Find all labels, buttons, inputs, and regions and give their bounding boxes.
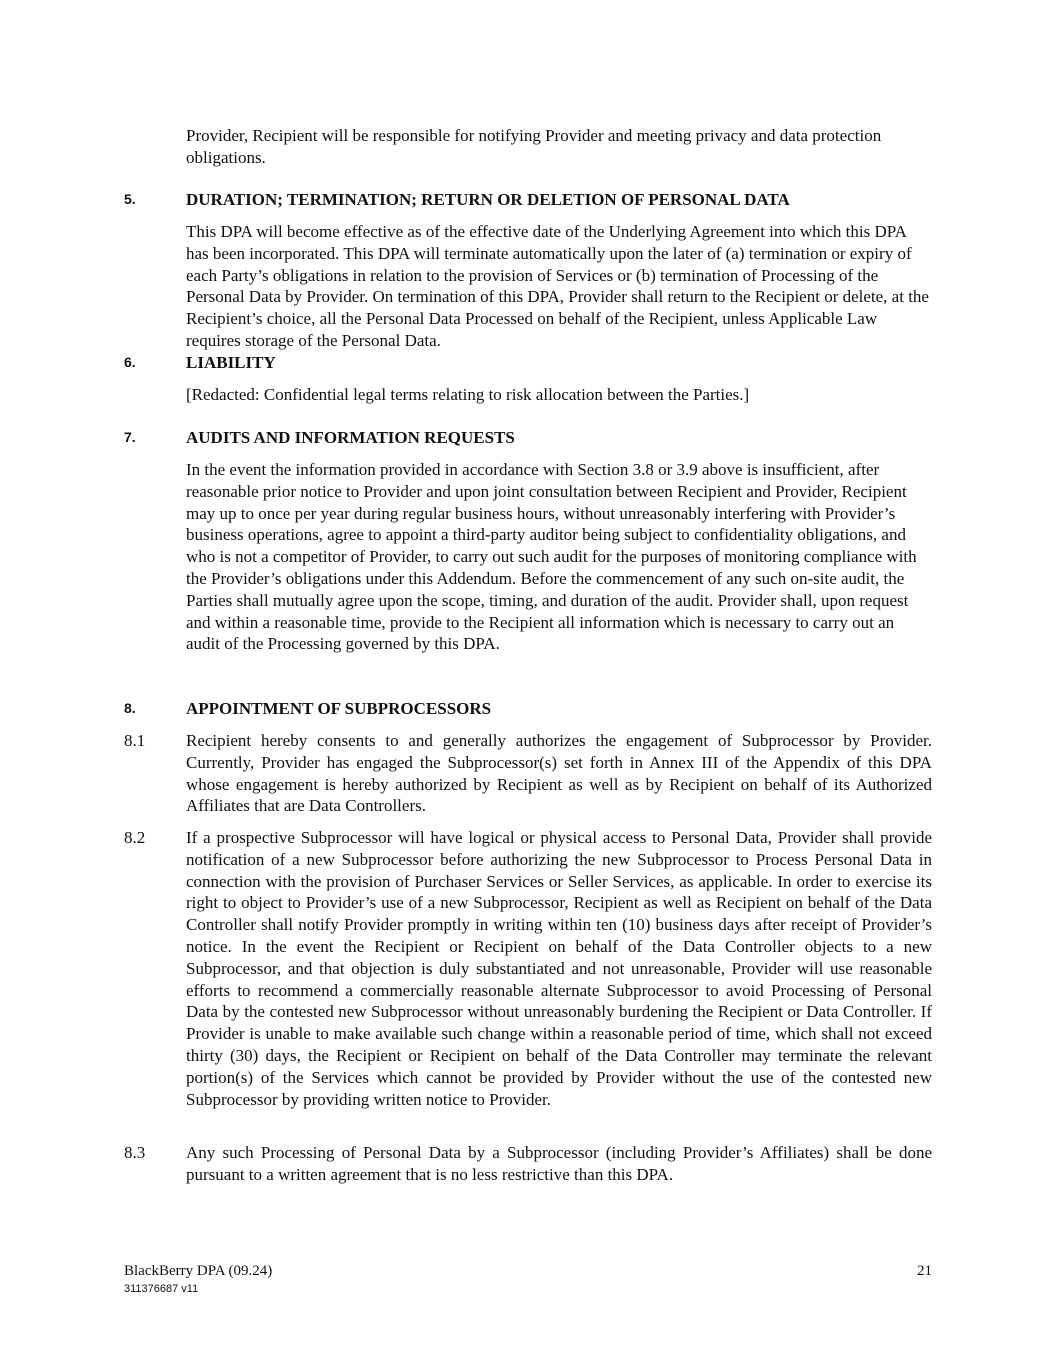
section-7-heading (124, 427, 934, 451)
section-8-number: 8. (124, 700, 136, 716)
clause-8-2-number: 8.2 (124, 828, 146, 847)
footer-page-number: 21 (917, 1263, 932, 1279)
section-5-title: DURATION; TERMINATION; RETURN OR DELETION OF PERSONAL DATA (186, 190, 790, 209)
section-7-title: AUDITS AND INFORMATION REQUESTS (186, 428, 515, 447)
section-7-body: In the event the information provided in accordance with Section 3.8 or 3.9 above is insufficient, after reasonable prior notice to Provider and upon joint consultation between Recipient and Provider, Recipient may up to once per year during regular business hours, without unreasonably interfering with Provider’s business operations, agree to appoint a third-party auditor being subject to confidentiality obligations, and who is not a competitor of Provider, to carry out such audit for the purposes of monitoring compliance with the Provider’s obligations under this Addendum. Before the commencement of any such on-site audit, the Parties shall mutually agree upon the scope, timing, and duration of the audit. Provider shall, upon request and within a reasonable time, provide to the Recipient all information which is necessary to carry out an audit of the Processing governed by this DPA. (186, 460, 917, 654)
section-6-heading (124, 352, 934, 376)
section-5-number: 5. (124, 191, 136, 207)
section-8-title: APPOINTMENT OF SUBPROCESSORS (186, 699, 492, 718)
section-6-number: 6. (124, 354, 136, 370)
section-5-heading (124, 189, 934, 213)
clause-8-2-text: If a prospective Subprocessor will have logical or physical access to Personal Data, Provider shall provide notification of a new Subprocessor before authorizing the new Subprocessor to Process Personal Data in connection with the provision of Purchaser Services or Seller Services, as applicable. In order to exercise its right to object to Provider’s use of a new Subprocessor, Recipient as well as Recipient on behalf of the Data Controller shall notify Provider promptly in writing within ten (10) business days after receipt of Provider’s notice. In the event the Recipient or Recipient on behalf of the Data Controller objects to a new Subprocessor, and that objection is duly substantiated and not unreasonable, Provider will use reasonable efforts to recommend a commercially reasonable alternate Subprocessor to avoid Processing of Personal Data by the contested new Subprocessor without unreasonably burdening the Recipient or Data Controller. If Provider is unable to make available such change within a reasonable period of time, which shall not exceed thirty (30) days, the Recipient or Recipient on behalf of the Data Controller may terminate the relevant portion(s) of the Services which cannot be provided by Provider without the use of the contested new Subprocessor by providing written notice to Provider. (186, 828, 932, 1109)
section-6-body: [Redacted: Confidential legal terms relating to risk allocation between the Parties.] (186, 385, 750, 404)
clause-8-3-number: 8.3 (124, 1143, 146, 1162)
section-6-title: LIABILITY (186, 353, 276, 372)
clause-8-3-text: Any such Processing of Personal Data by a Subprocessor (including Provider’s Affiliates) shall be done pursuant to a written agreement that is no less restrictive than this DPA. (186, 1143, 932, 1184)
clause-8-1-number: 8.1 (124, 731, 146, 750)
section-7-number: 7. (124, 429, 136, 445)
footer-document-title: BlackBerry DPA (09.24) (124, 1263, 273, 1279)
clause-8-1-text: Recipient hereby consents to and generally authorizes the engagement of Subprocessor by Provider. Currently, Provider has engaged the Subprocessor(s) set forth in Annex III of the Appendix of this DPA whose engagement is hereby authorized by Recipient as well as by Recipient on behalf of its Authorized Affiliates that are Data Controllers. (186, 731, 932, 816)
section-5-body: This DPA will become effective as of the effective date of the Underlying Agreement into which this DPA has been incorporated. This DPA will terminate automatically upon the later of (a) termination or expiry of each Party’s obligations in relation to the provision of Services or (b) termination of Processing of the Personal Data by Provider. On termination of this DPA, Provider shall return to the Recipient or delete, at the Recipient’s choice, all the Personal Data Processed on behalf of the Recipient, unless Applicable Law requires storage of the Personal Data. (186, 222, 929, 350)
footer-document-id: 311376687 v11 (124, 1283, 199, 1295)
intro-paragraph: Provider, Recipient will be responsible for notifying Provider and meeting privacy and data protection obligations. (186, 126, 882, 167)
section-8-heading (124, 698, 934, 722)
